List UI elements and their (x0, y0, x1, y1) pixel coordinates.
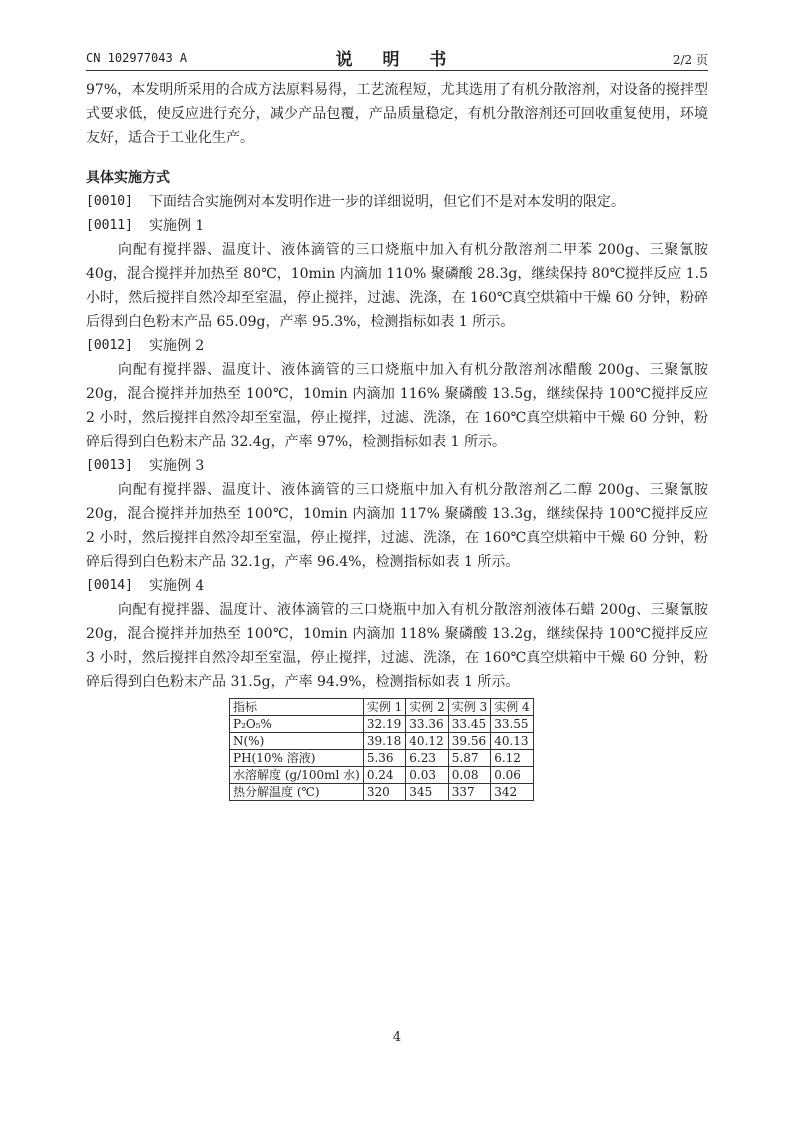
page-indicator: 2/2 页 (672, 53, 708, 67)
table-cell: 39.18 (363, 733, 405, 750)
table-cell: 0.03 (406, 767, 448, 784)
intro-paragraph: 97%，本发明所采用的合成方法原料易得，工艺流程短，尤其选用了有机分散溶剂，对设备的搅拌型式要求低，使反应进行充分，减少产品包覆，产品质量稳定，有机分散溶剂还可回收重复使用，环境友好，适合于工业化生产。 (86, 82, 708, 146)
paragraph-tag: [0012] (86, 338, 133, 353)
page-header (86, 48, 708, 70)
table-row (230, 733, 534, 750)
table-cell: P₂O₅% (230, 716, 364, 733)
table-cell: 33.45 (448, 716, 490, 733)
patent-number: CN 102977043 A (86, 51, 188, 65)
table-cell: 342 (491, 784, 533, 801)
table-header-cell: 实例 4 (491, 699, 533, 716)
table-cell: 32.19 (363, 716, 405, 733)
table-header-row (230, 699, 534, 716)
table-cell: 6.23 (406, 750, 448, 767)
paragraph-0014-heading (86, 574, 708, 598)
table-cell: 0.06 (491, 767, 533, 784)
paragraph-0011-heading (86, 214, 708, 238)
paragraph-tag: [0014] (86, 578, 133, 593)
table-header-cell: 指标 (230, 699, 364, 716)
paragraph-0010 (86, 190, 708, 214)
table-cell: 5.87 (448, 750, 490, 767)
table-row (230, 750, 534, 767)
example-4-body: 向配有搅拌器、温度计、液体滴管的三口烧瓶中加入有机分散溶剂液体石蜡 200g、三聚氰胺 20g，混合搅拌并加热至 100℃，10min 内滴加 118% 聚磷酸 13.2g，继续保持 100℃搅拌反应 3 小时，然后搅拌自然冷却至室温，停止搅拌，过滤、洗涤，在 160℃真空烘箱中干燥 60 分钟，粉碎后得到白色粉末产品 31.5g，产率 94.9%，检测指标如表 1 所示。 (86, 602, 708, 690)
table-header-cell: 实例 1 (363, 699, 405, 716)
table-cell: 40.13 (491, 733, 533, 750)
table-row (230, 784, 534, 801)
table-cell: 0.24 (363, 767, 405, 784)
example-title: 实施例 2 (148, 338, 205, 354)
table-cell: 40.12 (406, 733, 448, 750)
table-cell: 水溶解度 (g/100ml 水) (230, 767, 364, 784)
table-cell: 33.55 (491, 716, 533, 733)
paragraph-tag: [0013] (86, 458, 133, 473)
paragraph-tag: [0010] (86, 194, 133, 209)
results-table (229, 698, 534, 801)
example-title: 实施例 1 (148, 218, 205, 234)
document-body (86, 78, 708, 801)
table-cell: 热分解温度 (℃) (230, 784, 364, 801)
section-title: 具体实施方式 (86, 170, 170, 186)
table-cell: 320 (363, 784, 405, 801)
paragraph-text: 下面结合实施例对本发明作进一步的详细说明，但它们不是对本发明的限定。 (148, 194, 625, 210)
table-cell: 6.12 (491, 750, 533, 767)
table-row (230, 767, 534, 784)
example-title: 实施例 3 (148, 458, 205, 474)
example-3-body: 向配有搅拌器、温度计、液体滴管的三口烧瓶中加入有机分散溶剂乙二醇 200g、三聚氰胺 20g，混合搅拌并加热至 100℃，10min 内滴加 117% 聚磷酸 13.3g，继续保持 100℃搅拌反应 2 小时，然后搅拌自然冷却至室温，停止搅拌，过滤、洗涤，在 160℃真空烘箱中干燥 60 分钟，粉碎后得到白色粉末产品 32.1g，产率 96.4%，检测指标如表 1 所示。 (86, 482, 708, 570)
table-header-cell: 实例 3 (448, 699, 490, 716)
document-title: 说 明 书 (335, 50, 459, 70)
example-title: 实施例 4 (148, 578, 205, 594)
paragraph-tag: [0011] (86, 218, 133, 233)
paragraph-0013-heading (86, 454, 708, 478)
table-cell: 337 (448, 784, 490, 801)
table-cell: PH(10% 溶液) (230, 750, 364, 767)
table-cell: 345 (406, 784, 448, 801)
table-cell: 33.36 (406, 716, 448, 733)
paragraph-0012-heading (86, 334, 708, 358)
table-row (230, 716, 534, 733)
table-header-cell: 实例 2 (406, 699, 448, 716)
page-number: 4 (392, 1030, 402, 1045)
table-cell: 0.08 (448, 767, 490, 784)
table-cell: 39.56 (448, 733, 490, 750)
table-cell: 5.36 (363, 750, 405, 767)
example-2-body: 向配有搅拌器、温度计、液体滴管的三口烧瓶中加入有机分散溶剂冰醋酸 200g、三聚氰胺 20g，混合搅拌并加热至 100℃，10min 内滴加 116% 聚磷酸 13.5g，继续保持 100℃搅拌反应 2 小时，然后搅拌自然冷却至室温，停止搅拌，过滤、洗涤，在 160℃真空烘箱中干燥 60 分钟，粉碎后得到白色粉末产品 32.4g，产率 97%，检测指标如表 1 所示。 (86, 362, 708, 450)
table-cell: N(%) (230, 733, 364, 750)
header-divider (86, 70, 708, 71)
example-1-body: 向配有搅拌器、温度计、液体滴管的三口烧瓶中加入有机分散溶剂二甲苯 200g、三聚氰胺 40g，混合搅拌并加热至 80℃，10min 内滴加 110% 聚磷酸 28.3g，继续保持 80℃搅拌反应 1.5 小时，然后搅拌自然冷却至室温，停止搅拌，过滤、洗涤，在 160℃真空烘箱中干燥 60 分钟，粉碎后得到白色粉末产品 65.09g，产率 95.3%，检测指标如表 1 所示。 (86, 242, 708, 330)
